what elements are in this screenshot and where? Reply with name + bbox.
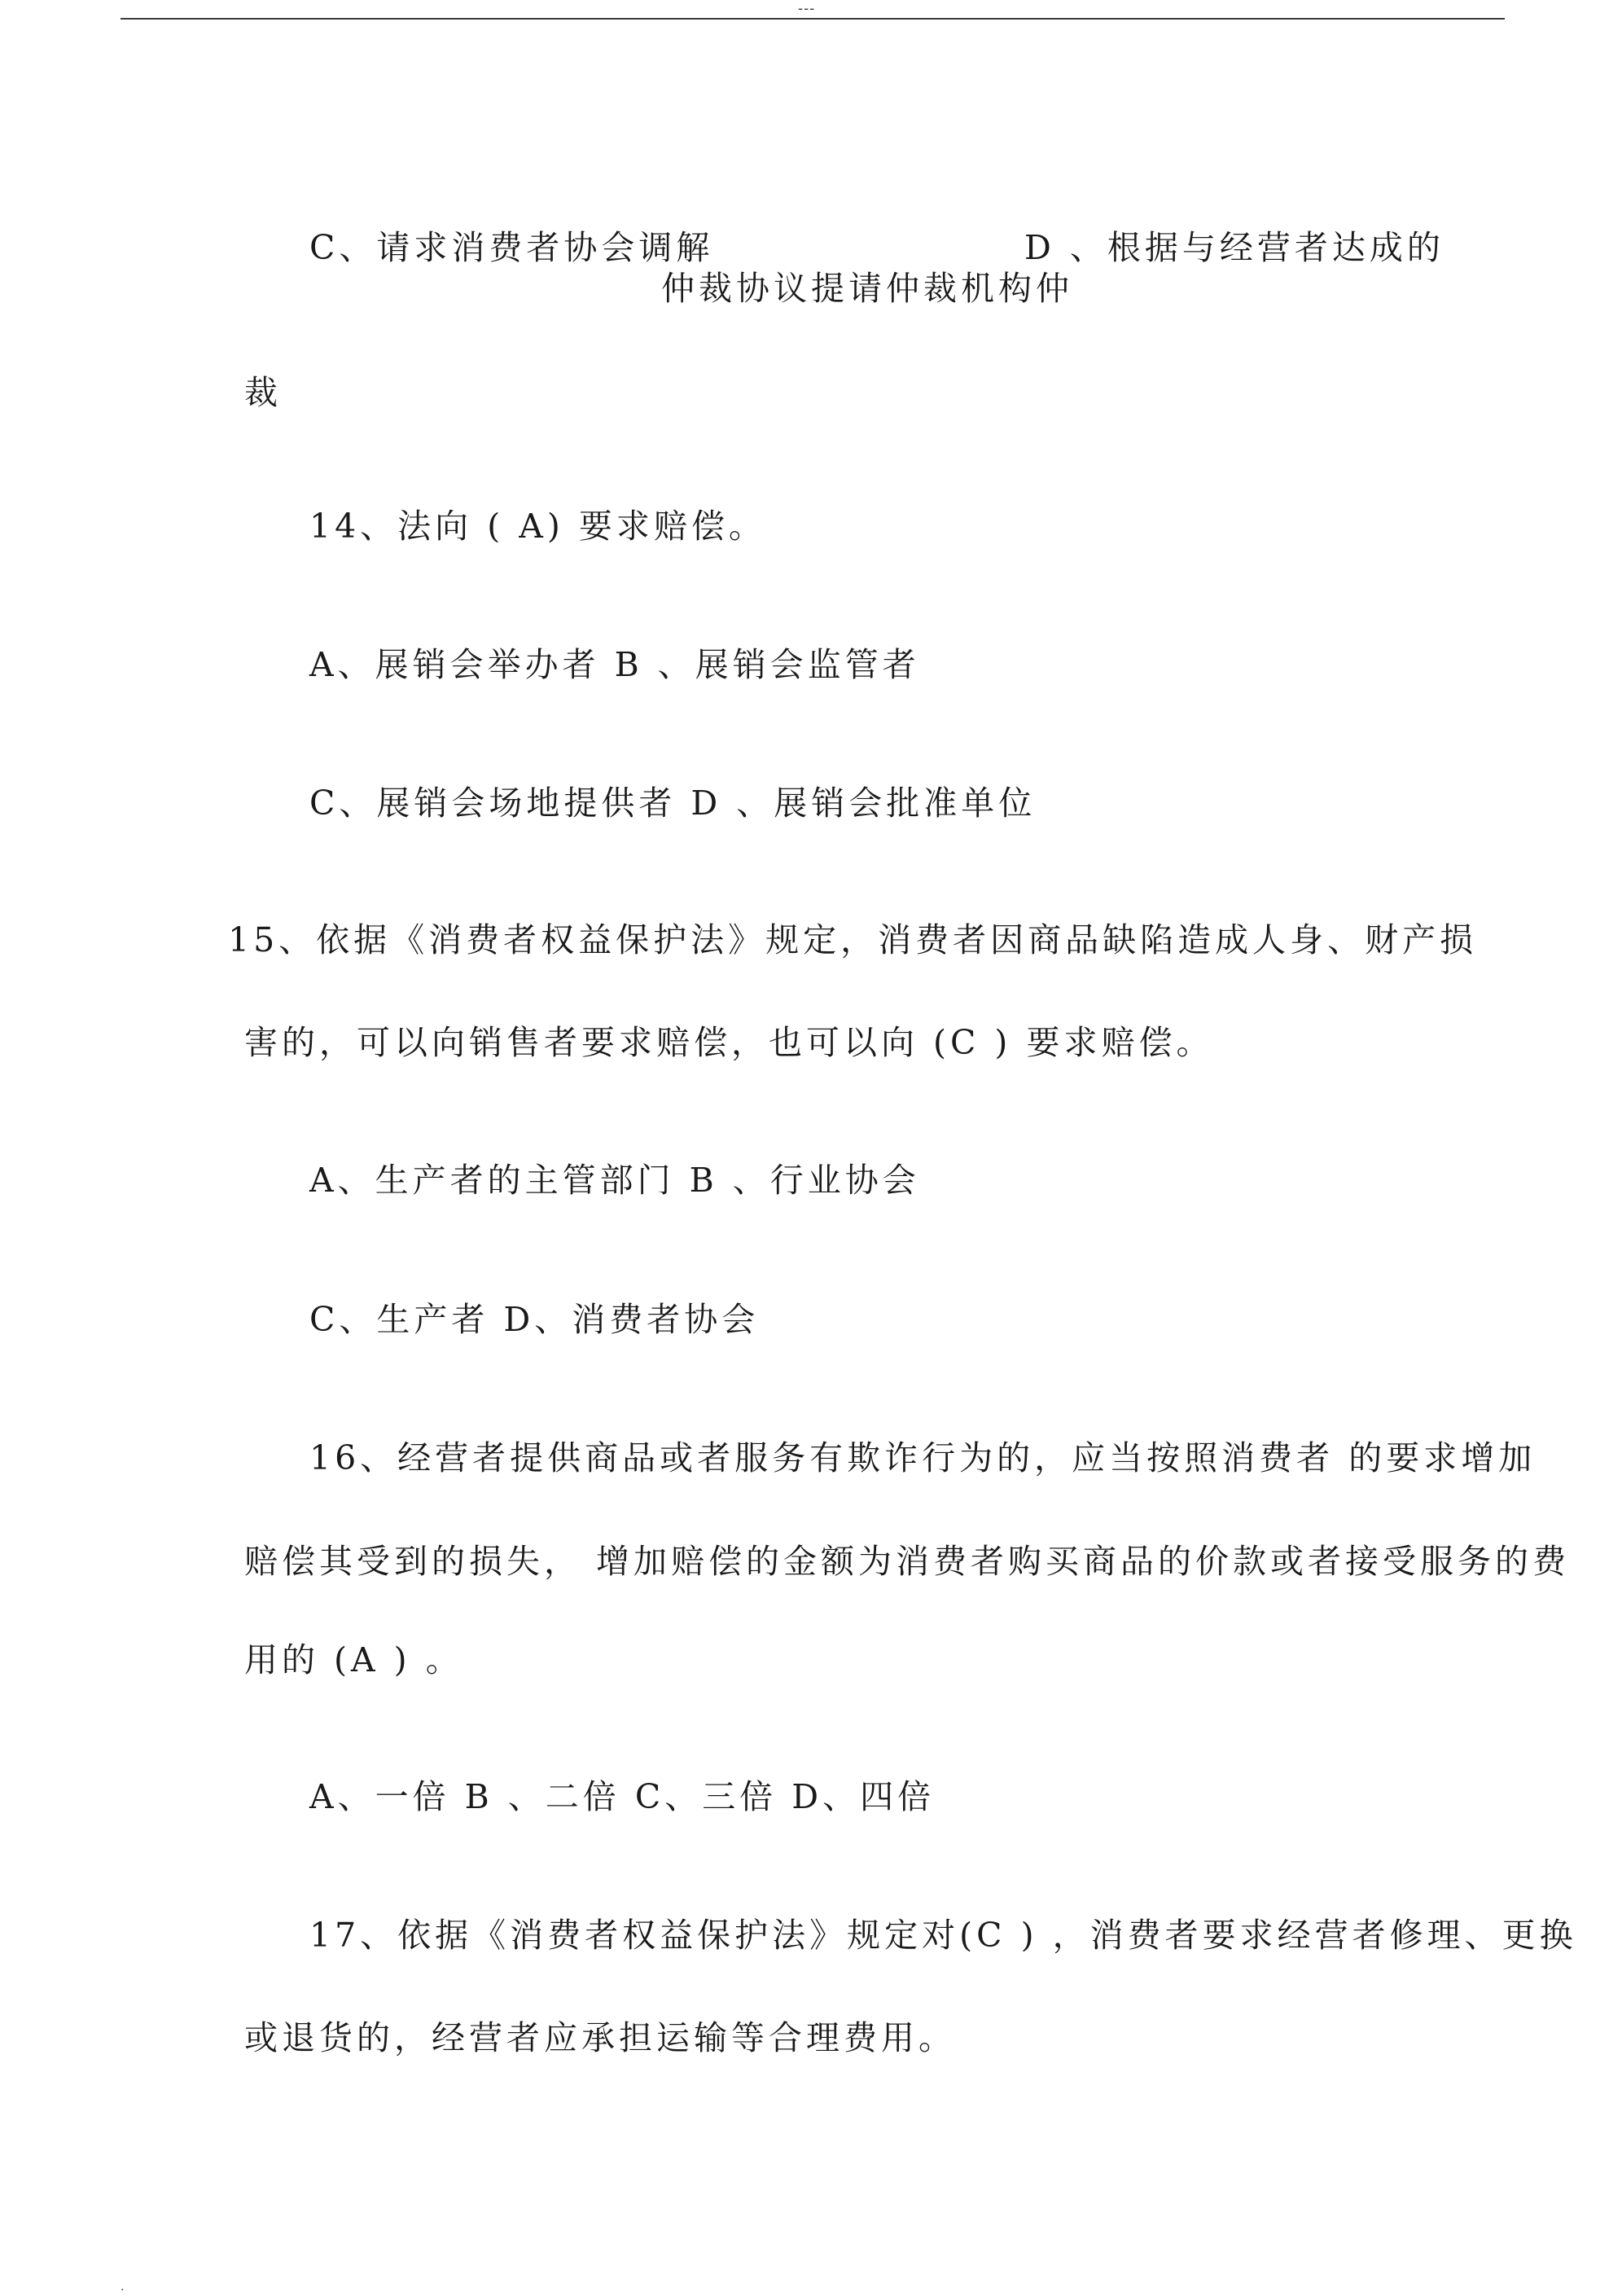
- q16-stem-line-3: 用的 (A ) 。: [244, 1640, 463, 1679]
- q16-stem-line-1: 16、经营者提供商品或者服务有欺诈行为的，应当按照消费者 的要求增加: [309, 1438, 1537, 1477]
- header-mark: ---: [798, 0, 816, 17]
- q13-option-d: D 、根据与经营者达成的: [1024, 228, 1444, 267]
- q14-options-cd: C、展销会场地提供者 D 、展销会批准单位: [309, 784, 1037, 823]
- q13-option-d-end: 裁: [244, 373, 282, 412]
- footer-mark: .: [121, 2281, 125, 2294]
- q15-options-ab: A、生产者的主管部门 B 、行业协会: [309, 1161, 920, 1200]
- q16-stem-line-2: 赔偿其受到的损失， 增加赔偿的金额为消费者购买商品的价款或者接受服务的费: [244, 1542, 1571, 1581]
- q17-stem-line-1: 17、依据《消费者权益保护法》规定对(C ) ，消费者要求经营者修理、更换: [309, 1916, 1577, 1955]
- q15-stem-line-1: 15、依据《消费者权益保护法》规定，消费者因商品缺陷造成人身、财产损: [228, 920, 1478, 959]
- q14-options-ab: A、展销会举办者 B 、展销会监管者: [309, 645, 920, 684]
- q15-options-cd: C、生产者 D、消费者协会: [309, 1300, 760, 1339]
- header-rule: [121, 18, 1505, 20]
- q15-stem-line-2: 害的，可以向销售者要求赔偿，也可以向 (C ) 要求赔偿。: [244, 1023, 1214, 1062]
- q17-stem-line-2: 或退货的，经营者应承担运输等合理费用。: [244, 2018, 956, 2057]
- q13-option-d-continued: 仲裁协议提请仲裁机构仲: [661, 269, 1073, 308]
- q14-stem: 14、法向 ( A) 要求赔偿。: [309, 507, 766, 546]
- q16-options: A、一倍 B 、二倍 C、三倍 D、四倍: [309, 1777, 936, 1816]
- q13-option-c: C、请求消费者协会调解: [309, 228, 714, 267]
